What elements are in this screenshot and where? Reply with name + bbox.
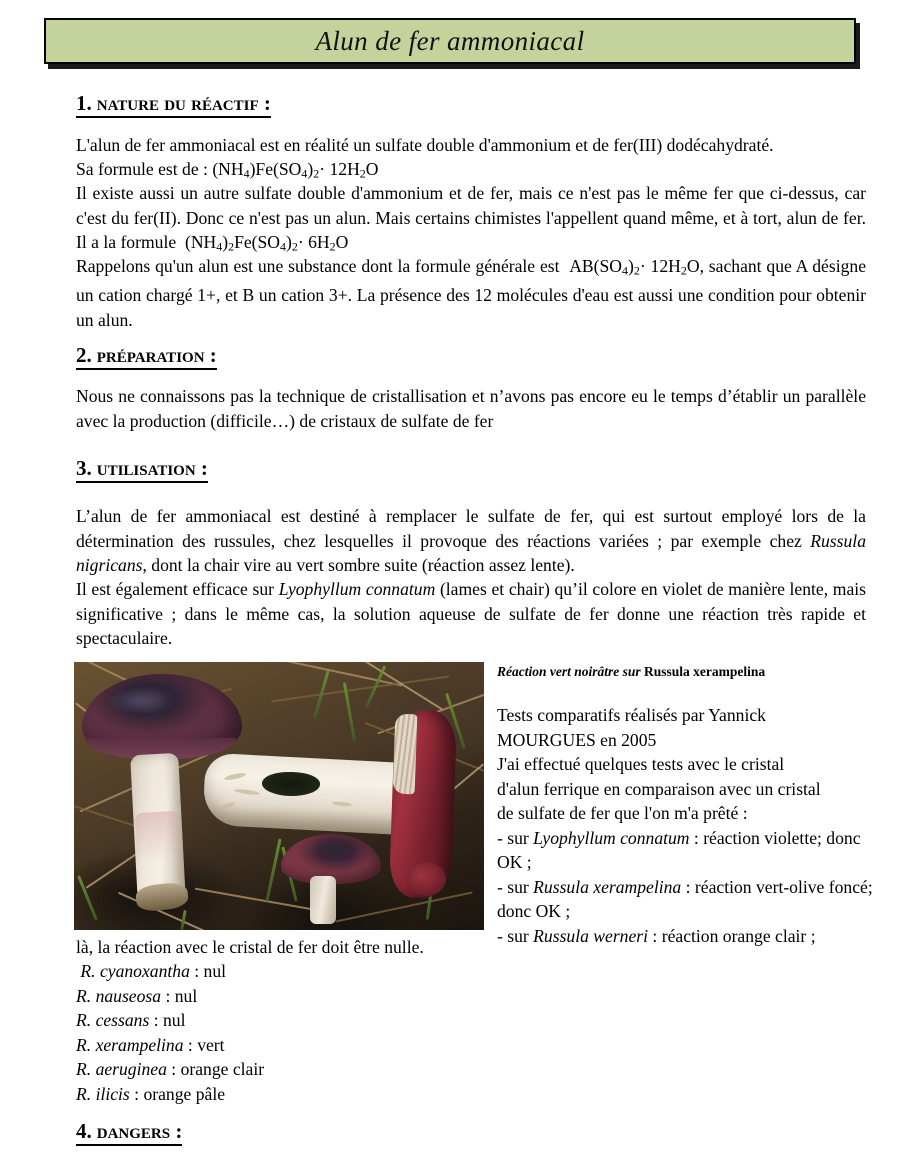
result-item [76, 959, 506, 984]
test-species: Russula xerampelina [533, 876, 682, 897]
photo-caption-italic: Réaction vert noirâtre sur [497, 664, 645, 679]
detached-stipe [202, 753, 415, 836]
result-genus: R. [76, 1034, 92, 1055]
rt-line-4: d'alun ferrique en comparaison avec un cristal [497, 778, 821, 799]
result-species: xerampelina [95, 1034, 184, 1055]
s3-text-1b: , dont la chair vire au vert sombre suite (réaction assez lente). [142, 555, 575, 575]
s3-text-2a: Il est également efficace sur [76, 579, 275, 599]
result-genus: R. [76, 985, 92, 1006]
test-prefix: - sur [497, 827, 534, 848]
s3-paragraph-1 [76, 504, 866, 578]
heading-3-number: 3. [76, 456, 92, 480]
s1-paragraph-2 [76, 181, 866, 259]
test-species: Russula werneri [533, 925, 649, 946]
title-banner [44, 18, 856, 64]
result-value: : nul [161, 985, 198, 1006]
results-intro: là, la réaction avec le cristal de fer doit être nulle. [76, 937, 424, 957]
title-banner-box [44, 18, 856, 64]
s1-formula-2: $(NH_4)_2Fe(SO_4)_2\cdot 6H_2O$ [180, 232, 349, 254]
heading-section-1 [76, 92, 271, 118]
test-result: : réaction violette; donc OK ; [497, 827, 861, 872]
document-title: Alun de fer ammoniacal [315, 25, 585, 56]
mushroom-small-stipe [310, 876, 336, 924]
result-genus: R. [80, 961, 96, 981]
mushroom-large-stipe-flush [135, 811, 182, 863]
right-column-text [497, 703, 882, 948]
s1-line-1 [76, 133, 866, 158]
photo-caption-species: Russula xerampelina [644, 664, 766, 679]
s3-species-2: Lyophyllum connatum [278, 579, 436, 599]
heading-4-title: dangers : [96, 1119, 183, 1143]
result-item [76, 1082, 506, 1107]
result-item [76, 1033, 506, 1058]
s1-paragraph-3 [76, 254, 866, 332]
s1-text-1: L'alun de fer ammoniacal est en réalité un sulfate double d'ammonium et de fer(III) dodécahydraté. [76, 135, 774, 155]
test-prefix: - sur [497, 876, 534, 897]
result-species: ilicis [95, 1083, 130, 1104]
mushroom-large-cap-sheen [108, 688, 170, 714]
heading-section-4 [76, 1120, 182, 1146]
test-result-item [497, 826, 882, 875]
result-genus: R. [76, 1059, 92, 1079]
russula-xerampelina-photo [74, 662, 484, 930]
result-value: : nul [149, 1010, 186, 1030]
test-result: : réaction vert-olive foncé; donc OK ; [497, 876, 873, 921]
result-species: cyanoxantha [99, 961, 190, 981]
heading-section-2 [76, 344, 217, 370]
heading-section-3 [76, 457, 208, 483]
s1-formula-label: Sa formule est de : $(NH_4)Fe(SO_4)_2\cdot 12H_2O$ [76, 159, 379, 181]
s1-formula-3: $AB(SO_4)_2\cdot 12H_2O$ [564, 256, 700, 278]
result-item [76, 1057, 506, 1082]
result-value: : nul [189, 961, 227, 981]
results-list [76, 959, 506, 1106]
result-item [76, 984, 506, 1009]
mushroom-red-gills [393, 714, 418, 795]
result-genus: R. [76, 1010, 92, 1030]
s3-text-1a: L’alun de fer ammoniacal est destiné à remplacer le sulfate de fer, qui est surtout employé lors de la détermination des russules, chez lesquelles il provoque des réactions variées ; par exemple chez [76, 506, 866, 551]
rt-line-5: de sulfate de fer que l'on m'a prêté : [497, 803, 748, 823]
heading-2-number: 2. [76, 343, 92, 367]
s3-species-1: Russula nigricans [76, 530, 866, 575]
test-result-item [497, 875, 882, 924]
rt-line-2: MOURGUES en 2005 [497, 729, 657, 750]
rt-line-1: Tests comparatifs réalisés par Yannick [497, 705, 766, 725]
heading-1-title: nature du réactif : [96, 91, 271, 115]
result-species: aeruginea [95, 1059, 167, 1079]
s1-text-3b: , sachant que A désigne un cation chargé 1+, et B un cation 3+. La présence des 12 molécules d'eau est aussi une condition pour obtenir un alun. [76, 256, 867, 330]
result-item [76, 1008, 506, 1033]
test-result: : réaction orange clair ; [648, 925, 816, 946]
result-value: : vert [183, 1034, 225, 1055]
photo-scene [74, 662, 484, 930]
test-prefix: - sur [497, 925, 534, 946]
s2-body: Nous ne connaissons pas la technique de cristallisation et n’avons pas encore eu le temps d’établir un parallèle avec la production (difficile…) de cristaux de sulfate de fer [76, 386, 866, 431]
result-species: nauseosa [95, 985, 162, 1006]
test-species: Lyophyllum connatum [533, 827, 690, 848]
result-species: cessans [95, 1010, 150, 1030]
heading-3-title: utilisation : [96, 456, 208, 480]
heading-1-number: 1. [76, 91, 92, 115]
s3-paragraph-2 [76, 577, 866, 651]
mushroom-red-cap-edge [406, 862, 446, 896]
heading-2-title: préparation : [96, 343, 217, 367]
test-result-item [497, 924, 882, 949]
s3-text-2b: (lames et chair) qu’il colore en violet de manière lente, mais significative ; dans le même cas, la solution aqueuse de sulfate de fer donne une réaction très rapide et spectaculaire. [76, 579, 866, 648]
result-genus: R. [76, 1083, 92, 1104]
heading-4-number: 4. [76, 1119, 92, 1143]
photo-caption [497, 664, 877, 680]
s1-text-3a: Rappelons qu'un alun est une substance dont la formule générale est [76, 256, 560, 276]
result-value: : orange clair [166, 1059, 265, 1079]
rt-line-3: J'ai effectué quelques tests avec le cristal [497, 754, 785, 774]
result-value: : orange pâle [129, 1083, 226, 1104]
s1-text-2: Il existe aussi un autre sulfate double d'ammonium et de fer, mais ce n'est pas le même fer que ci-dessus, car c'est du fer(II). Donc ce n'est pas un alun. Mais certains chimistes l'appellent quand même, et à tort, alun de fer. Il a la formule [76, 183, 866, 252]
